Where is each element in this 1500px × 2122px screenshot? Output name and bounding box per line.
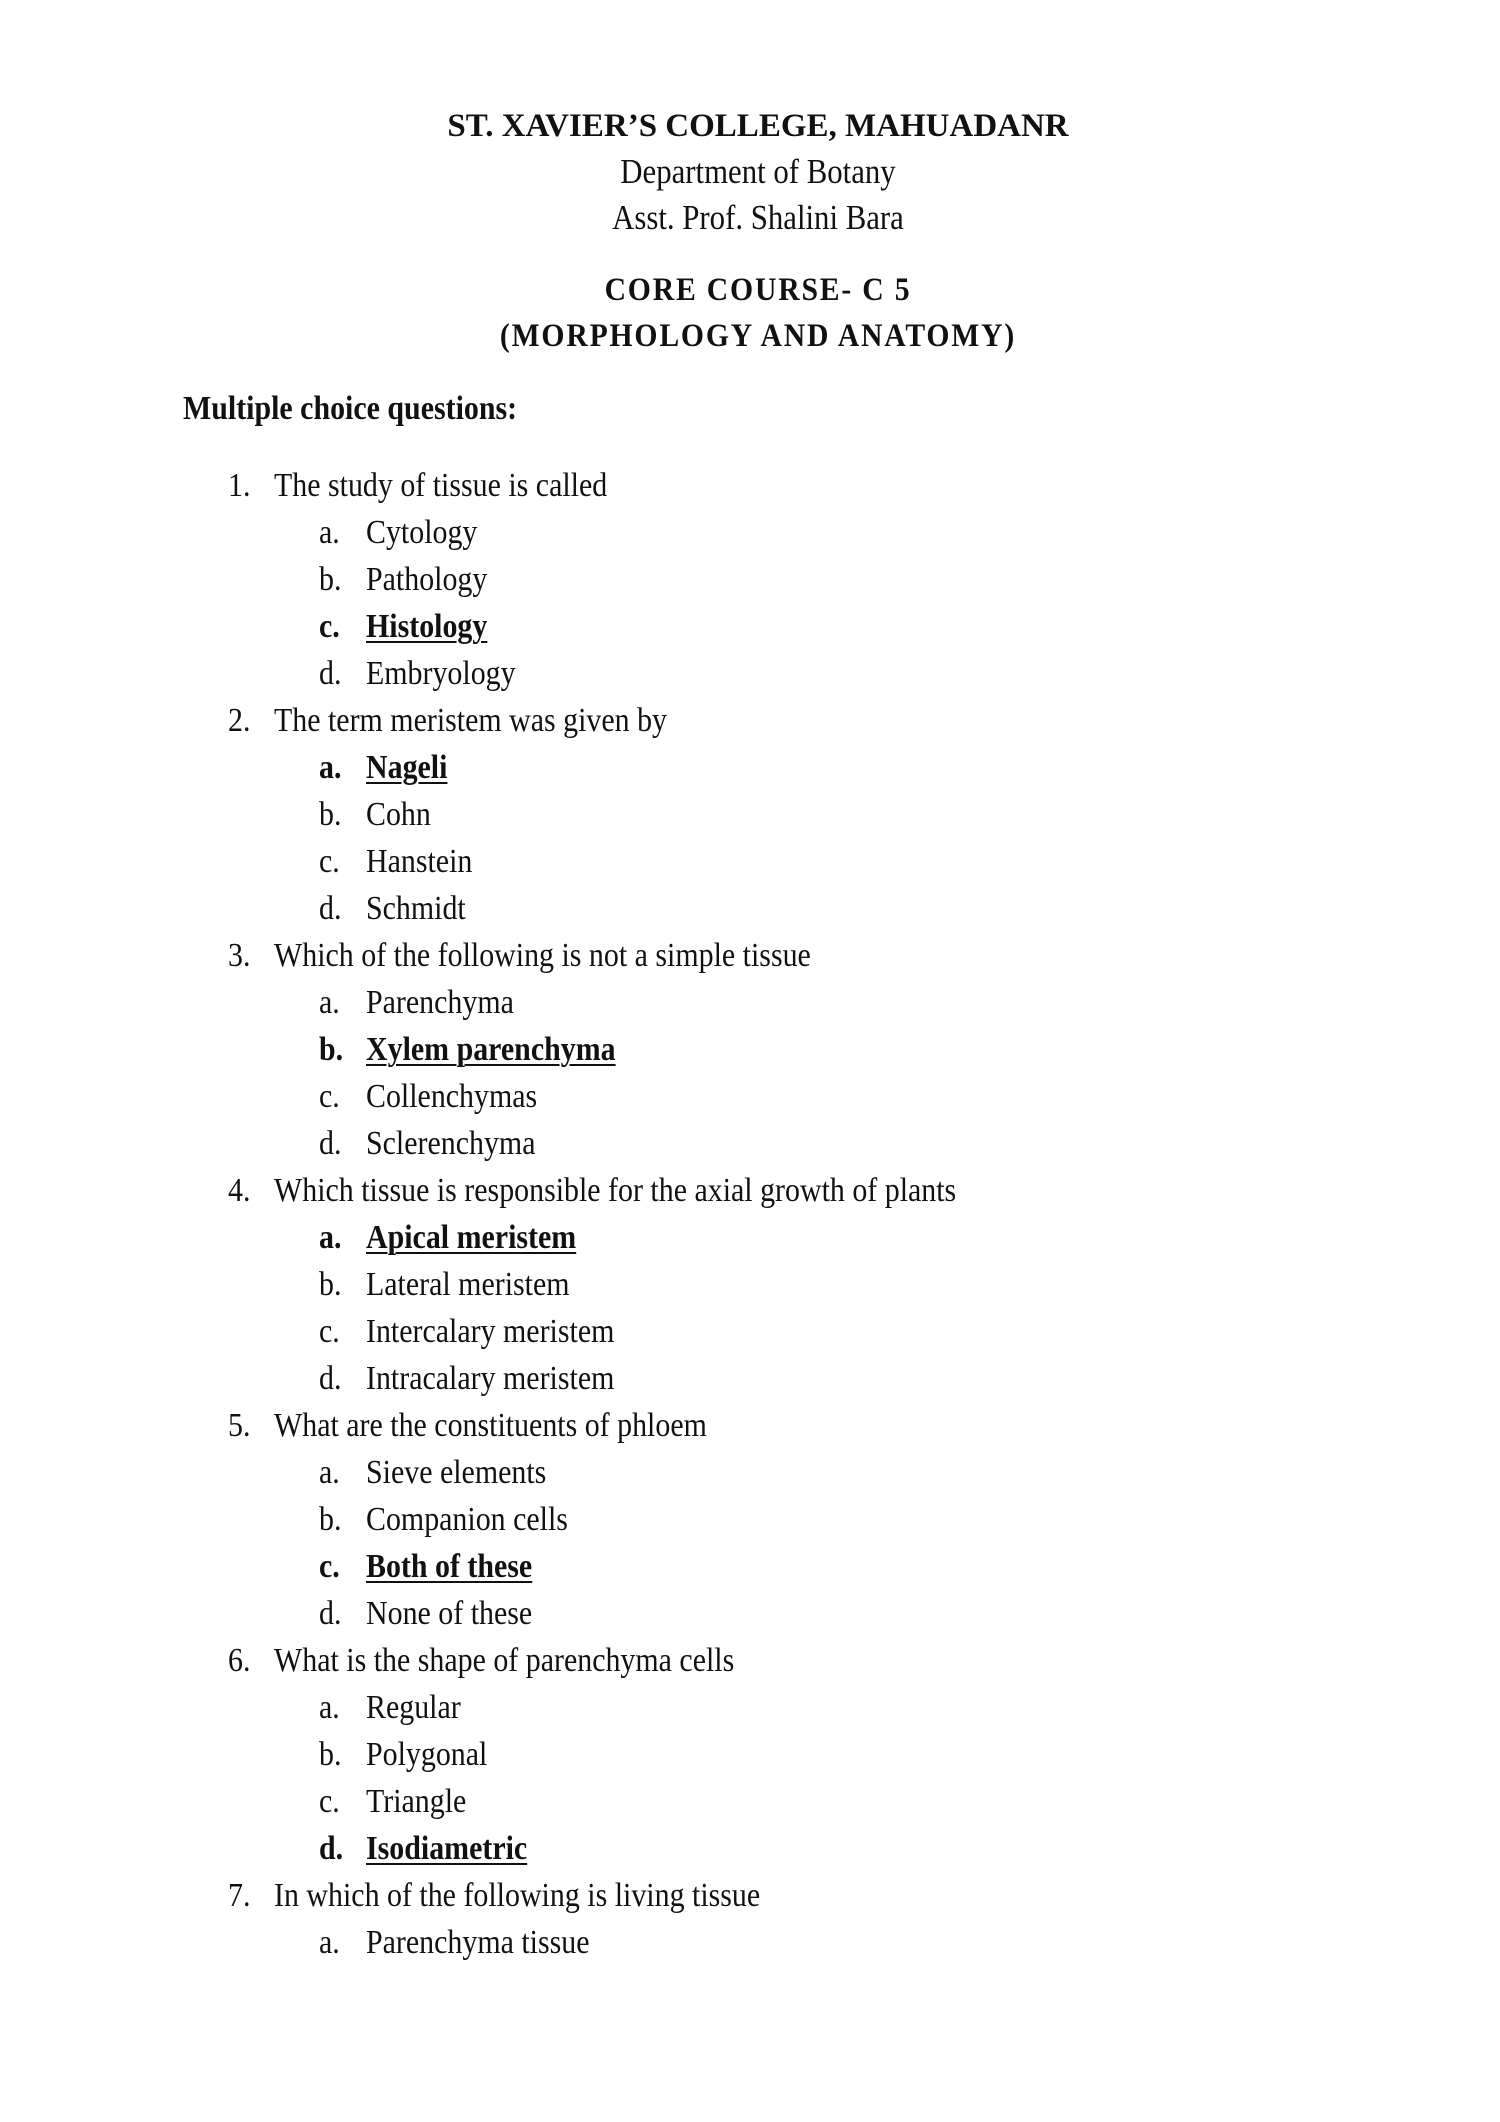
correct-option bbox=[0, 1026, 1500, 1073]
course-subject: (MORPHOLOGY AND ANATOMY) bbox=[499, 318, 1017, 354]
question bbox=[0, 697, 1500, 744]
question-text: What are the constituents of phloem bbox=[274, 1407, 707, 1444]
option-number: b. bbox=[319, 561, 342, 598]
option-text: None of these bbox=[366, 1595, 533, 1632]
department: Department of Botany bbox=[620, 152, 896, 191]
option-text: Companion cells bbox=[366, 1501, 568, 1538]
correct-option-number: a. bbox=[319, 749, 342, 786]
correct-option bbox=[0, 744, 1500, 791]
question-text: Which tissue is responsible for the axial growth of plants bbox=[274, 1172, 957, 1209]
option bbox=[0, 1308, 1500, 1355]
option bbox=[0, 650, 1500, 697]
option bbox=[0, 1355, 1500, 1402]
correct-option-text: Histology bbox=[366, 608, 488, 645]
correct-option-text: Isodiametric bbox=[366, 1830, 528, 1867]
option-number: d. bbox=[319, 890, 342, 927]
option-text: Cytology bbox=[366, 514, 478, 551]
correct-option-text: Xylem parenchyma bbox=[366, 1031, 616, 1068]
question-text: The study of tissue is called bbox=[274, 467, 608, 504]
correct-option bbox=[0, 1543, 1500, 1590]
option-number: a. bbox=[319, 1689, 340, 1726]
correct-option bbox=[0, 1825, 1500, 1872]
question-number: 5. bbox=[228, 1407, 251, 1444]
option-text: Intercalary meristem bbox=[366, 1313, 615, 1350]
question bbox=[0, 1402, 1500, 1449]
option-number: a. bbox=[319, 1924, 340, 1961]
question bbox=[0, 1637, 1500, 1684]
option-text: Lateral meristem bbox=[366, 1266, 570, 1303]
option-text: Collenchymas bbox=[366, 1078, 538, 1115]
option bbox=[0, 885, 1500, 932]
option-text: Schmidt bbox=[366, 890, 466, 927]
option-number: d. bbox=[319, 1360, 342, 1397]
option-text: Polygonal bbox=[366, 1736, 488, 1773]
correct-option-number: d. bbox=[319, 1830, 344, 1867]
question-number: 7. bbox=[228, 1877, 251, 1914]
college-name: ST. XAVIER’S COLLEGE, MAHUADANR bbox=[447, 108, 1069, 144]
option-number: c. bbox=[319, 1313, 340, 1350]
option-text: Sieve elements bbox=[366, 1454, 547, 1491]
option-text: Parenchyma tissue bbox=[366, 1924, 590, 1961]
correct-option bbox=[0, 1214, 1500, 1261]
option-number: c. bbox=[319, 1078, 340, 1115]
option-number: a. bbox=[319, 514, 340, 551]
correct-option-text: Apical meristem bbox=[366, 1219, 577, 1256]
option bbox=[0, 1120, 1500, 1167]
option-text: Triangle bbox=[366, 1783, 467, 1820]
correct-option-number: b. bbox=[319, 1031, 344, 1068]
option-text: Sclerenchyma bbox=[366, 1125, 536, 1162]
option-text: Hanstein bbox=[366, 843, 473, 880]
option-number: d. bbox=[319, 655, 342, 692]
correct-option-text: Nageli bbox=[366, 749, 448, 786]
question-list bbox=[0, 462, 1500, 1966]
course-code: CORE COURSE- C 5 bbox=[604, 272, 912, 308]
question-number: 4. bbox=[228, 1172, 251, 1209]
option-text: Pathology bbox=[366, 561, 488, 598]
option-number: c. bbox=[319, 843, 340, 880]
option-text: Parenchyma bbox=[366, 984, 514, 1021]
question bbox=[0, 462, 1500, 509]
option-number: b. bbox=[319, 1266, 342, 1303]
question-number: 6. bbox=[228, 1642, 251, 1679]
question-text: The term meristem was given by bbox=[274, 702, 668, 739]
option bbox=[0, 1731, 1500, 1778]
question-text: What is the shape of parenchyma cells bbox=[274, 1642, 735, 1679]
option-number: b. bbox=[319, 1736, 342, 1773]
question-number: 3. bbox=[228, 937, 251, 974]
option bbox=[0, 1590, 1500, 1637]
option bbox=[0, 1919, 1500, 1966]
correct-option-number: c. bbox=[319, 1548, 340, 1585]
option-number: c. bbox=[319, 1783, 340, 1820]
option bbox=[0, 791, 1500, 838]
option bbox=[0, 838, 1500, 885]
option bbox=[0, 1073, 1500, 1120]
option-number: a. bbox=[319, 1454, 340, 1491]
question-text: In which of the following is living tissue bbox=[274, 1877, 761, 1914]
option bbox=[0, 1684, 1500, 1731]
section-title: Multiple choice questions: bbox=[183, 390, 518, 427]
option bbox=[0, 556, 1500, 603]
option bbox=[0, 979, 1500, 1026]
option bbox=[0, 1261, 1500, 1308]
option-number: d. bbox=[319, 1125, 342, 1162]
option bbox=[0, 1496, 1500, 1543]
option bbox=[0, 1778, 1500, 1825]
question bbox=[0, 1167, 1500, 1214]
option-number: a. bbox=[319, 984, 340, 1021]
option-number: d. bbox=[319, 1595, 342, 1632]
option bbox=[0, 1449, 1500, 1496]
option-text: Embryology bbox=[366, 655, 516, 692]
correct-option-number: c. bbox=[319, 608, 340, 645]
correct-option-number: a. bbox=[319, 1219, 342, 1256]
option-number: b. bbox=[319, 1501, 342, 1538]
correct-option-text: Both of these bbox=[366, 1548, 533, 1585]
option-text: Regular bbox=[366, 1689, 461, 1726]
question bbox=[0, 932, 1500, 979]
question bbox=[0, 1872, 1500, 1919]
correct-option bbox=[0, 603, 1500, 650]
question-text: Which of the following is not a simple tissue bbox=[274, 937, 811, 974]
question-number: 1. bbox=[228, 467, 251, 504]
option bbox=[0, 509, 1500, 556]
option-text: Intracalary meristem bbox=[366, 1360, 615, 1397]
option-text: Cohn bbox=[366, 796, 431, 833]
author: Asst. Prof. Shalini Bara bbox=[612, 198, 904, 237]
option-number: b. bbox=[319, 796, 342, 833]
question-number: 2. bbox=[228, 702, 251, 739]
